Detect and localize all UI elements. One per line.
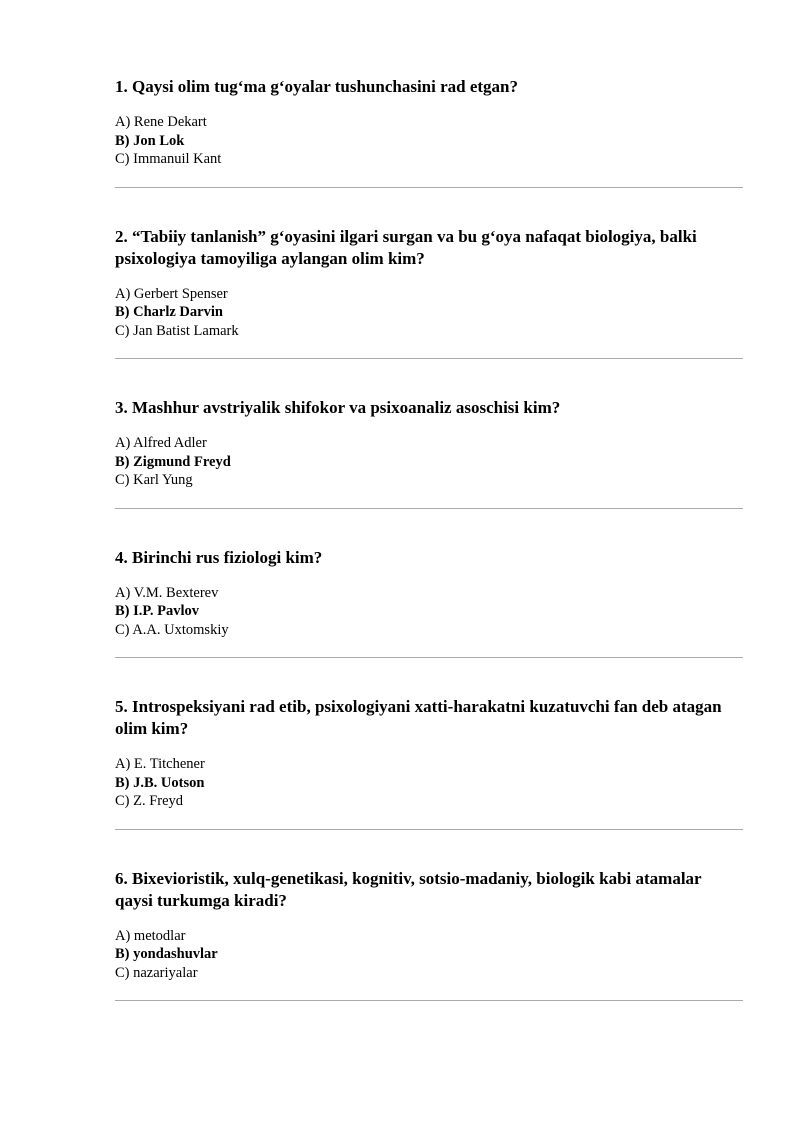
option-b-correct: B) Charlz Darvin [115, 304, 223, 320]
question-5 [115, 696, 743, 830]
option-a: A) metodlar [115, 927, 186, 944]
option-c: C) Karl Yung [115, 472, 193, 488]
question-text: 3. Mashhur avstriyalik shifokor va psixoanaliz asoschisi kim? [115, 398, 561, 417]
answer-options [115, 434, 743, 490]
divider [115, 187, 743, 188]
option-a: A) Alfred Adler [115, 435, 207, 451]
question-text: 5. Introspeksiyani rad etib, psixologiyani xatti-harakatni kuzatuvchi fan deb atagan olim kim? [115, 697, 722, 738]
divider [115, 358, 743, 359]
question-text: 1. Qaysi olim tug‘ma g‘oyalar tushunchasini rad etgan? [115, 77, 519, 96]
option-b-correct: B) yondashuvlar [115, 946, 218, 962]
option-a: A) Rene Dekart [115, 114, 207, 130]
option-b-correct: B) Zigmund Freyd [115, 453, 231, 470]
divider [115, 829, 743, 830]
option-a: A) Gerbert Spenser [115, 285, 228, 302]
option-b-correct: B) J.B. Uotson [115, 774, 205, 791]
question-3 [115, 397, 743, 509]
answer-options [115, 285, 743, 341]
option-b-correct: B) I.P. Pavlov [115, 603, 200, 619]
question-4 [115, 547, 743, 659]
answer-options [115, 584, 743, 640]
divider [115, 508, 743, 509]
option-c: C) nazariyalar [115, 964, 198, 981]
answer-options [115, 755, 743, 811]
quiz-document [115, 76, 743, 1039]
divider [115, 1000, 743, 1001]
question-text: 2. “Tabiiy tanlanish” g‘oyasini ilgari surgan va bu g‘oya nafaqat biologiya, balki psixologiya tamoyiliga aylangan olim kim? [115, 226, 697, 268]
divider [115, 657, 743, 658]
option-b-correct: B) Jon Lok [115, 132, 185, 149]
option-c: C) Jan Batist Lamark [115, 322, 239, 339]
question-text: 6. Bixevioristik, xulq-genetikasi, kognitiv, sotsio-madaniy, biologik kabi atamalar qaysi turkumga kiradi? [115, 868, 702, 910]
answer-options [115, 927, 743, 983]
option-c: C) Immanuil Kant [115, 151, 222, 167]
answer-options [115, 113, 743, 169]
option-c: C) A.A. Uxtomskiy [115, 621, 229, 638]
question-2 [115, 226, 743, 360]
question-1 [115, 76, 743, 188]
question-text: 4. Birinchi rus fiziologi kim? [115, 547, 323, 567]
question-6 [115, 868, 743, 1002]
option-c: C) Z. Freyd [115, 793, 184, 809]
option-a: A) V.M. Bexterev [115, 584, 219, 601]
option-a: A) E. Titchener [115, 756, 205, 772]
